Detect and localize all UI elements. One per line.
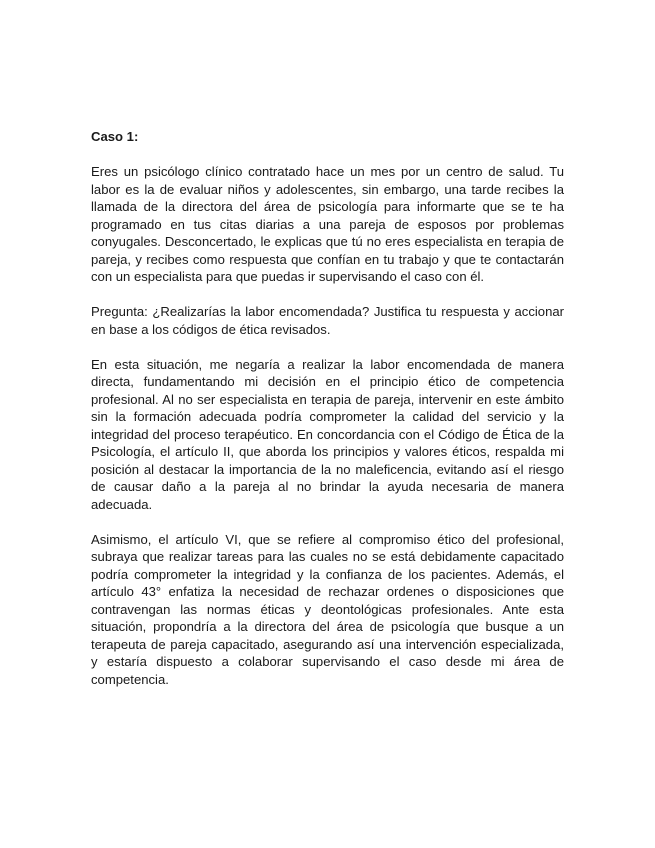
answer-paragraph-1: En esta situación, me negaría a realizar la labor encomendada de manera directa, fundamentando mi decisión en el principio ético de competencia profesional. Al no ser especialista en terapia de pareja, intervenir en este ámbito sin la formación adecuada podría comprometer la calidad del servicio y la integridad del proceso terapéutico. En concordancia con el Código de Ética de la Psicología, el artículo II, que aborda los principios y valores éticos, respalda mi posición al destacar la importancia de la no maleficencia, evitando así el riesgo de causar daño a la pareja al no brindar la ayuda necesaria de manera adecuada.	[91, 356, 564, 512]
case-description-paragraph: Eres un psicólogo clínico contratado hace un mes por un centro de salud. Tu labor es la de evaluar niños y adolescentes, sin embargo, una tarde recibes la llamada de la directora del área de psicología para informarte que se te ha programado en tus citas diarias a una pareja de esposos por problemas conyugales. Desconcertado, le explicas que tú no eres especialista en terapia de pareja, y recibes como respuesta que confían en tu trabajo y que te contactarán con un especialista para que puedas ir supervisando el caso con él.	[91, 164, 564, 284]
question-paragraph: Pregunta: ¿Realizarías la labor encomendada? Justifica tu respuesta y accionar en base a los códigos de ética revisados.	[91, 304, 564, 337]
answer-paragraph-2: Asimismo, el artículo VI, que se refiere al compromiso ético del profesional, subraya que realizar tareas para las cuales no se está debidamente capacitado podría comprometer la integridad y la confianza de los pacientes. Además, el artículo 43° enfatiza la necesidad de rechazar ordenes o disposiciones que contravengan las normas éticas y deontológicas profesionales. Ante esta situación, propondría a la directora del área de psicología que busque a un terapeuta de pareja capacitado, asegurando así una intervención especializada, y estaría dispuesto a colaborar supervisando el caso desde mi área de competencia.	[91, 531, 564, 687]
document-body	[91, 128, 564, 706]
case-title: Caso 1:	[91, 129, 139, 144]
